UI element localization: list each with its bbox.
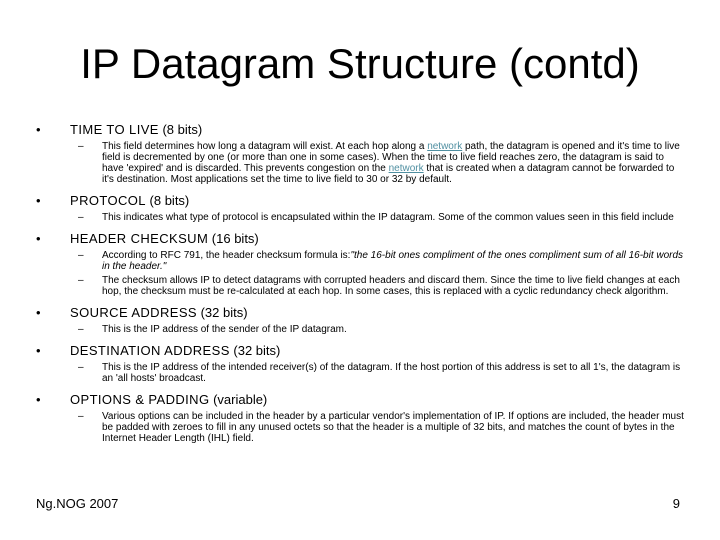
bullet-icon: • bbox=[36, 122, 41, 137]
dash-icon: – bbox=[78, 275, 84, 286]
checksum-bullet bbox=[36, 231, 684, 247]
destination-description: – This is the IP address of the intended receiver(s) of the datagram. If the host portion of this address is set to all 1's, the datagram is an 'all hosts' broadcast. bbox=[78, 362, 681, 384]
checksum-size: (16 bits) bbox=[208, 231, 259, 246]
protocol-description: – This indicates what type of protocol is encapsulated within the IP datagram. Some of the common values seen in this field include bbox=[78, 212, 674, 223]
options-heading: OPTIONS & PADDING bbox=[70, 392, 210, 407]
dash-icon: – bbox=[78, 212, 84, 223]
options-description: – Various options can be included in the header by a particular vendor's implementation of IP. If options are included, the header must be padded with zeroes to fill in any unused octets so that the header is a multiple of 32 bits, and matches the count of bytes in the Internet Header Length (IHL) field. bbox=[78, 411, 684, 444]
checksum-formula: – According to RFC 791, the header checksum formula is:"the 16-bit ones compliment of the ones compliment sum of all 16-bit words in the header." bbox=[78, 250, 684, 272]
destination-section bbox=[36, 343, 684, 384]
destination-heading: DESTINATION ADDRESS bbox=[70, 343, 230, 358]
bullet-icon: • bbox=[36, 305, 41, 320]
slide-title: IP Datagram Structure (contd) bbox=[80, 40, 640, 87]
page-number: 9 bbox=[672, 496, 680, 511]
checksum-heading: HEADER CHECKSUM bbox=[70, 231, 209, 246]
destination-bullet bbox=[36, 343, 684, 359]
ttl-bullet bbox=[36, 122, 684, 138]
options-bullet bbox=[36, 392, 684, 408]
dash-icon: – bbox=[78, 250, 84, 261]
footer-event: Ng.NOG 2007 bbox=[36, 496, 119, 511]
source-size: (32 bits) bbox=[196, 305, 248, 320]
source-bullet bbox=[36, 305, 684, 321]
checksum-quote: "the 16-bit ones compliment of the ones compliment sum of all 16-bit words in the header." bbox=[102, 250, 684, 272]
destination-size: (32 bits) bbox=[229, 343, 281, 358]
ttl-heading: TIME TO LIVE bbox=[70, 122, 159, 137]
ttl-description: – This field determines how long a datagram will exist. At each hop along a network path, the datagram is opened and it's time to live field is decremented by one (or more than one in some cases). When the time to live field reaches zero, the datagram is said to have 'expired' and is discarded. This prevents congestion on the network that is created when a datagram cannot be forwarded to it's destination. Most applications set the time to live field to 30 or 32 by default. bbox=[78, 141, 680, 185]
bullet-icon: • bbox=[36, 193, 41, 208]
ttl-section bbox=[36, 122, 684, 185]
protocol-section bbox=[36, 193, 684, 223]
bullet-icon: • bbox=[36, 343, 41, 358]
network-link[interactable]: network bbox=[427, 141, 463, 152]
dash-icon: – bbox=[78, 411, 84, 422]
bullet-icon: • bbox=[36, 231, 41, 246]
source-section bbox=[36, 305, 684, 335]
source-heading: SOURCE ADDRESS bbox=[70, 305, 197, 320]
dash-icon: – bbox=[78, 324, 84, 335]
ttl-size: (8 bits) bbox=[158, 122, 203, 137]
protocol-size: (8 bits) bbox=[145, 193, 190, 208]
checksum-description: – The checksum allows IP to detect datagrams with corrupted headers and discard them. Since the time to live field changes at each hop, the checksum must be re-calculated at each hop. In some cases, this is replaced with a cyclic redundancy check algorithm. bbox=[78, 275, 680, 297]
network-link[interactable]: network bbox=[388, 163, 424, 174]
protocol-bullet bbox=[36, 193, 684, 209]
options-size: (variable) bbox=[209, 392, 268, 407]
source-description: – This is the IP address of the sender of the IP datagram. bbox=[78, 324, 347, 335]
dash-icon: – bbox=[78, 362, 84, 373]
slide-content bbox=[36, 122, 684, 444]
bullet-icon: • bbox=[36, 392, 41, 407]
options-section bbox=[36, 392, 684, 444]
dash-icon: – bbox=[78, 141, 84, 152]
checksum-section bbox=[36, 231, 684, 297]
protocol-heading: PROTOCOL bbox=[70, 193, 146, 208]
